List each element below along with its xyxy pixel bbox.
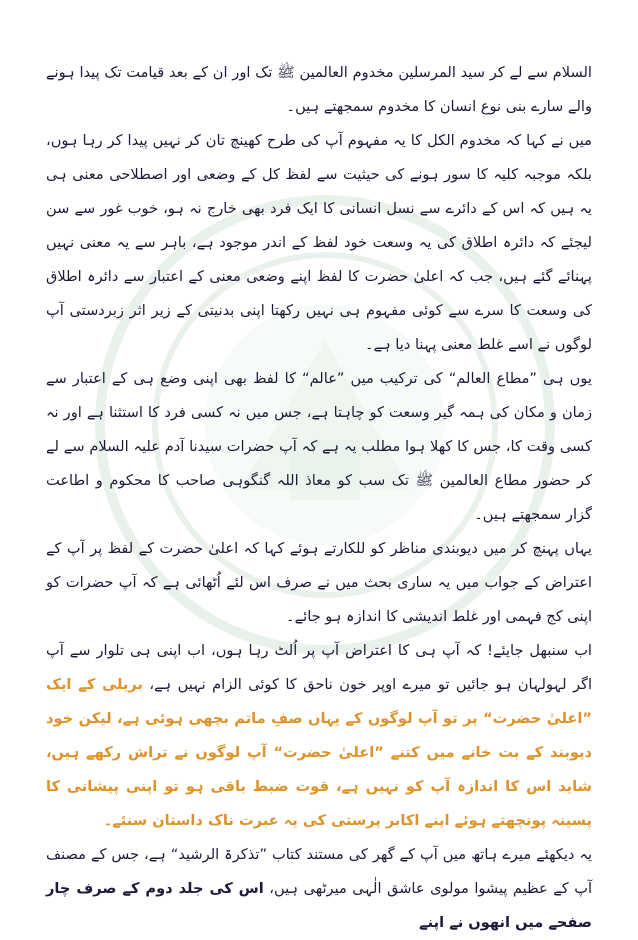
paragraph-2: میں نے کہا کہ مخدوم الکل کا یہ مفہوم آپ کی طرح کھینچ تان کر نہیں پیدا کر رہا ہوں، بلکہ موجبہ کلیہ کا سور ہونے کی حیثیت سے لفظ کل کے وضعی اور اصطلاحی معنی ہی یہ ہیں کہ اس کے دائرے سے نسل انسانی کا ایک فرد بھی خارج نہ ہو، خوب غور سے سن لیجئے کہ دائرہ اطلاق کی یہ وسعت خود لفظ کے اندر موجود ہے، باہر سے یہ معنی نہیں پہنائے گئے ہیں، جب کہ اعلیٰ حضرت کا لفظ اپنے وضعی معنی کے اعتبار سے دائرہ اطلاق کی وسعت کا سرے سے کوئی مفہوم ہی نہیں رکھتا اپنی بدنیتی کے زیر اثر زبردستی آپ لوگوں نے اسے غلط معنی پہنا دیا ہے۔ (46, 132, 592, 353)
paragraph-6 (46, 838, 592, 940)
paragraph-4: یہاں پہنچ کر میں دیوبندی مناظر کو للکارتے ہوئے کہا کہ اعلیٰ حضرت کے لفظ پر آپ کے اعتراض کے جواب میں یہ ساری بحث میں نے صرف اس لئے اُٹھائی ہے کہ آپ حضرات کو اپنی کج فہمی اور غلط اندیشی کا اندازہ ہو جائے۔ (46, 540, 592, 625)
final-plain-text: یہ دیکھئے میرے ہاتھ میں آپ کے گھر کی مستند کتاب ”تذکرۃ الرشید“ ہے، جس کے مصنف آپ کے عظیم پیشوا مولوی عاشق الٰہی میرٹھی ہیں، (46, 846, 593, 897)
highlighted-text: بریلی کے ایک ”اعلیٰ حضرت“ پر تو آپ لوگوں کے یہاں صفِ ماتم بچھی ہوئی ہے، لیکن خود دیوبند کے بت خانے میں کتنے ”اعلیٰ حضرت“ آپ لوگوں نے تراش رکھے ہیں، شاید اس کا اندازہ آپ کو نہیں ہے، قوت ضبط باقی ہو تو اپنی پیشانی کا پسینہ پونچھتے ہوئے اپنے اکابر پرستی کی یہ عبرت ناک داستان سنئے۔ (46, 676, 592, 829)
final-bold-text: اس کی جلد دوم کے صرف چار صفحے میں انھوں نے اپنے (46, 880, 592, 931)
closing-plain-text: اب سنبھل جایئے! کہ آپ ہی کا اعتراض آپ پر اُلٹ رہا ہوں، اب اپنی ہی تلوار سے آپ اگر لہولہان ہو جائیں تو میرے اوپر خون ناحق کا کوئی الزام نہیں ہے، (46, 642, 593, 693)
paragraph-3: یوں ہی ”مطاع العالم“ کی ترکیب میں ”عالم“ کا لفظ بھی اپنی وضع ہی کے اعتبار سے زمان و مکان کی ہمہ گیر وسعت کو چاہتا ہے، جس میں نہ کسی فرد کا استثنا ہے اور نہ کسی وقت کا، جس کا کھلا ہوا مطلب یہ ہے کہ آپ حضرات سیدنا آدم علیہ السلام سے لے کر حضور مطاع العالمین ﷺ تک سب کو معاذ اللہ گنگوہی صاحب کا محکوم و اطاعت گزار سمجھتے ہیں۔ (46, 370, 592, 523)
document-body (46, 56, 592, 940)
paragraph-1: السلام سے لے کر سید المرسلین مخدوم العالمین ﷺ تک اور ان کے بعد قیامت تک پیدا ہونے والے سارے بنی نوع انسان کا مخدوم سمجھتے ہیں۔ (46, 64, 592, 115)
paragraph-5 (46, 634, 592, 838)
